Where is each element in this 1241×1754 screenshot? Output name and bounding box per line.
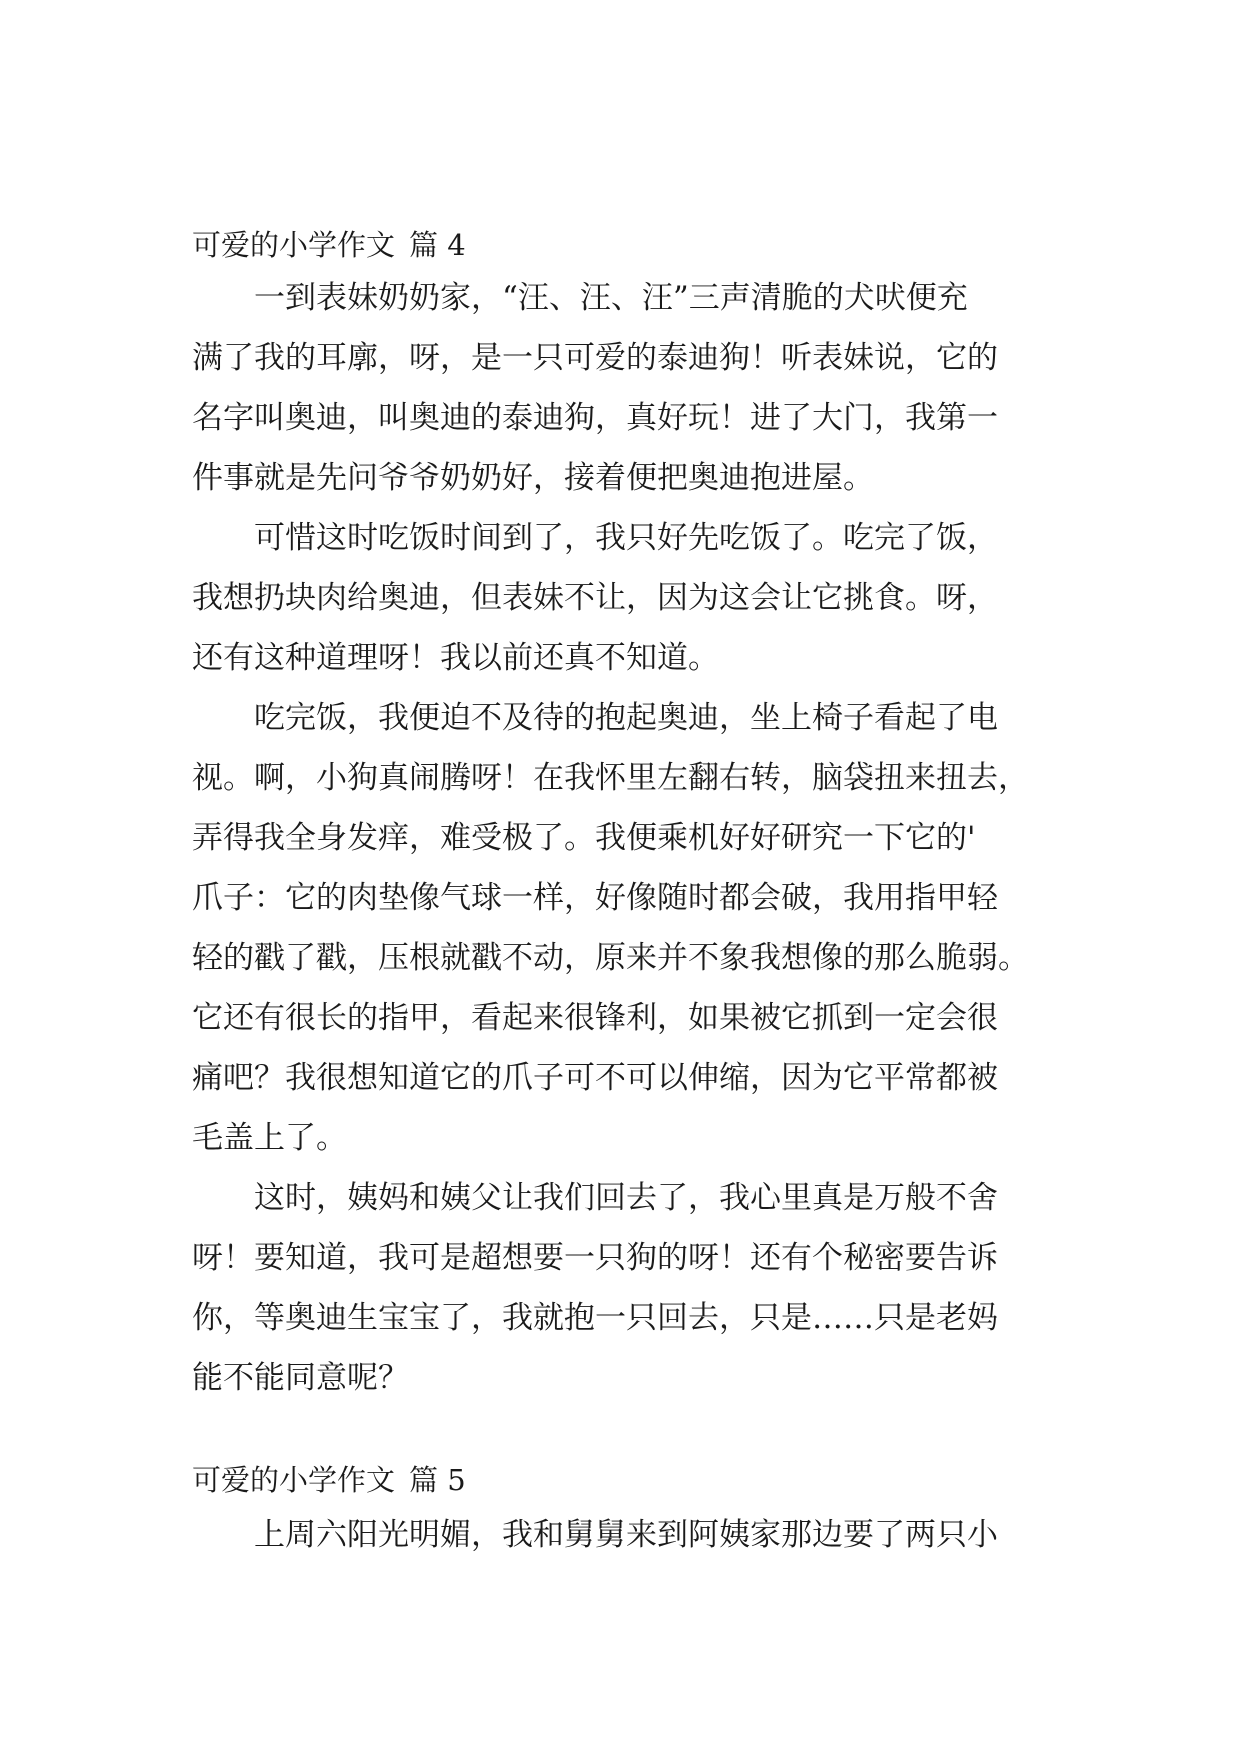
paragraph-line: 视。啊，小狗真闹腾呀！在我怀里左翻右转，脑袋扭来扭去， [192, 760, 1029, 796]
paragraph-line: 痛吧？我很想知道它的爪子可不可以伸缩，因为它平常都被 [192, 1060, 998, 1096]
paragraph-line: 件事就是先问爷爷奶奶好，接着便把奥迪抱进屋。 [192, 460, 874, 496]
paragraph-line: 轻的戳了戳，压根就戳不动，原来并不象我想像的那么脆弱。 [192, 940, 1029, 976]
section-heading-4 [192, 225, 466, 265]
paragraph-line: 爪子：它的肉垫像气球一样，好像随时都会破，我用指甲轻 [192, 880, 998, 916]
section-title: 可爱的小学作文 [192, 1463, 396, 1497]
section-heading-5 [192, 1460, 466, 1500]
paragraph-line: 你，等奥迪生宝宝了，我就抱一只回去，只是……只是老妈 [192, 1300, 998, 1336]
paragraph-line: 毛盖上了。 [192, 1120, 347, 1156]
section-number: 篇 5 [409, 1463, 466, 1497]
paragraph-line: 呀！要知道，我可是超想要一只狗的呀！还有个秘密要告诉 [192, 1240, 998, 1276]
paragraph-line: 能不能同意呢？ [192, 1360, 409, 1396]
paragraph-line: 一到表妹奶奶家，“汪、汪、汪”三声清脆的犬吠便充 [254, 280, 968, 316]
paragraph-line: 名字叫奥迪，叫奥迪的泰迪狗，真好玩！进了大门，我第一 [192, 400, 998, 436]
paragraph-line: 还有这种道理呀！我以前还真不知道。 [192, 640, 719, 676]
paragraph-line: 我想扔块肉给奥迪，但表妹不让，因为这会让它挑食。呀， [192, 580, 998, 616]
paragraph-line: 它还有很长的指甲，看起来很锋利，如果被它抓到一定会很 [192, 1000, 998, 1036]
paragraph-line: 满了我的耳廓，呀，是一只可爱的泰迪狗！听表妹说，它的 [192, 340, 998, 376]
section-number: 篇 4 [409, 228, 466, 262]
paragraph-line: 可惜这时吃饭时间到了，我只好先吃饭了。吃完了饭， [254, 520, 998, 556]
paragraph-line: 弄得我全身发痒，难受极了。我便乘机好好研究一下它的' [192, 820, 976, 856]
paragraph-line: 这时，姨妈和姨父让我们回去了，我心里真是万般不舍 [254, 1180, 998, 1216]
section-title: 可爱的小学作文 [192, 228, 396, 262]
paragraph-line: 上周六阳光明媚，我和舅舅来到阿姨家那边要了两只小 [254, 1517, 998, 1553]
paragraph-line: 吃完饭，我便迫不及待的抱起奥迪，坐上椅子看起了电 [254, 700, 998, 736]
